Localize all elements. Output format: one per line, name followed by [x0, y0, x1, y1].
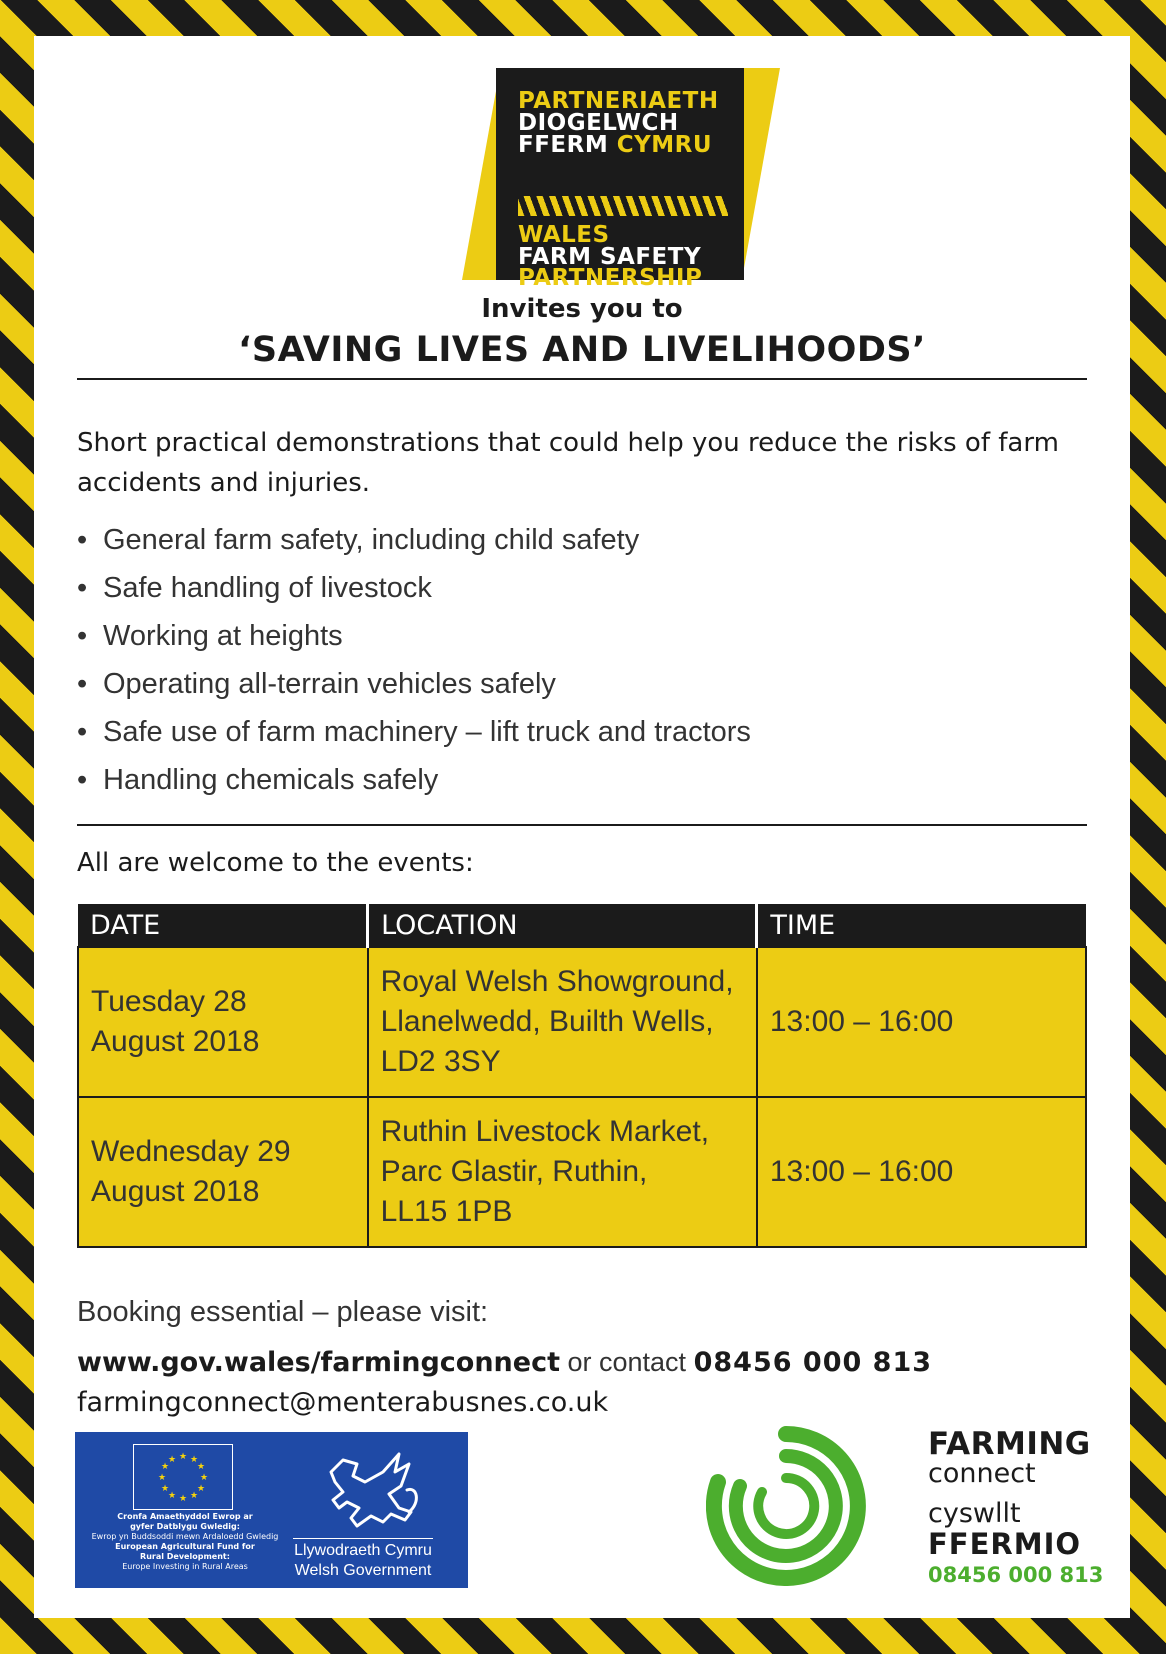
svg-text:★: ★ [199, 1473, 209, 1483]
svg-text:★: ★ [167, 1455, 177, 1465]
event-time: 13:00 – 16:00 [757, 947, 1086, 1097]
divider-top [77, 378, 1087, 380]
invites-text: Invites you to [481, 294, 683, 324]
fc-farming: FARMING [928, 1426, 1091, 1462]
location-line: Ruthin Livestock Market, [380, 1115, 710, 1148]
fc-connect: connect [928, 1458, 1036, 1489]
welsh-government-caption [293, 1538, 433, 1581]
caption-line: Ewrop yn Buddsoddi mewn Ardaloedd Gwledig [91, 1532, 279, 1541]
location-line: Parc Glastir, Ruthin, [380, 1155, 648, 1188]
location-line: Royal Welsh Showground, [380, 965, 734, 998]
date-line: Wednesday 29 [91, 1135, 291, 1168]
logo-english-line1: WALES [518, 222, 610, 248]
svg-text:★: ★ [160, 1484, 170, 1494]
table-header-row [78, 904, 1086, 947]
eu-welsh-government-logo [75, 1432, 468, 1588]
divider-middle [77, 824, 1087, 826]
event-location [368, 1097, 757, 1247]
topic-item: • Safe handling of livestock [77, 564, 751, 612]
farming-connect-swirl-icon [706, 1426, 866, 1586]
header-date: DATE [78, 904, 368, 947]
events-table [77, 904, 1087, 1248]
topic-item: • General farm safety, including child safety [77, 516, 751, 564]
svg-text:★: ★ [160, 1462, 170, 1472]
booking-intro: Booking essential – please visit: [77, 1296, 489, 1328]
event-location [368, 947, 757, 1097]
fc-phone[interactable]: 08456 000 813 [928, 1563, 1104, 1587]
location-line: LD2 3SY [380, 1045, 501, 1078]
or-contact-text: or contact [560, 1347, 694, 1377]
header-time: TIME [757, 904, 1086, 947]
table-row [78, 947, 1086, 1097]
topic-item: • Safe use of farm machinery – lift truck and tractors [77, 708, 751, 756]
intro-paragraph: Short practical demonstrations that could help you reduce the risks of farm accidents and injuries. [77, 428, 1059, 498]
caption-line: Rural Development: [140, 1552, 230, 1561]
location-line: Llanelwedd, Builth Wells, [380, 1005, 714, 1038]
phone-number[interactable]: 08456 000 813 [693, 1347, 933, 1378]
svg-text:★: ★ [178, 1452, 188, 1462]
farming-connect-wordmark [928, 1428, 1103, 1590]
welsh-dragon-icon [313, 1442, 423, 1534]
fc-ffermio: FFERMIO [928, 1527, 1082, 1561]
caption-line: Cronfa Amaethyddol Ewrop ar [117, 1512, 253, 1521]
website-link[interactable]: www.gov.wales/farmingconnect [77, 1347, 560, 1378]
date-line: Tuesday 28 [91, 985, 247, 1018]
header-location: LOCATION [368, 904, 757, 947]
caption-line: gyfer Datblygu Gwledig: [130, 1522, 240, 1531]
svg-text:★: ★ [157, 1473, 167, 1483]
logo-welsh-line3a: FFERM [518, 132, 609, 158]
caption-line: Europe Investing in Rural Areas [122, 1562, 248, 1571]
svg-text:★: ★ [189, 1491, 199, 1501]
logo-hazard-stripes [518, 196, 728, 216]
fc-cyswllt: cyswllt [928, 1498, 1021, 1529]
logo-welsh-line1: PARTNERIAETH [518, 88, 719, 114]
welcome-text: All are welcome to the events: [77, 848, 474, 878]
date-line: August 2018 [91, 1025, 260, 1058]
logo-welsh-line3 [518, 134, 712, 156]
topic-item: • Handling chemicals safely [77, 756, 751, 804]
poster-panel [34, 36, 1130, 1618]
logo-english-line2: FARM SAFETY [518, 244, 702, 270]
table-row [78, 1097, 1086, 1247]
wales-farm-safety-partnership-logo [462, 68, 780, 291]
event-time: 13:00 – 16:00 [757, 1097, 1086, 1247]
eu-flag-icon [133, 1444, 233, 1510]
contact-block [77, 1342, 932, 1423]
event-title: ‘SAVING LIVES AND LIVELIHOODS’ [238, 330, 926, 370]
gov-welsh-text: Llywodraeth Cymru [294, 1542, 432, 1559]
caption-line: European Agricultural Fund for [115, 1542, 255, 1551]
logo-welsh-line3b: CYMRU [616, 132, 713, 158]
topic-item: • Operating all-terrain vehicles safely [77, 660, 751, 708]
eafrd-caption [85, 1512, 285, 1572]
location-line: LL15 1PB [380, 1195, 513, 1228]
svg-text:★: ★ [167, 1491, 177, 1501]
topic-list [77, 516, 751, 804]
logo-welsh-line2: DIOGELWCH [518, 110, 679, 136]
svg-text:★: ★ [196, 1462, 206, 1472]
event-date [78, 947, 368, 1097]
logo-english-line3: PARTNERSHIP [518, 265, 703, 291]
svg-text:★: ★ [196, 1484, 206, 1494]
email-link[interactable]: farmingconnect@menterabusnes.co.uk [77, 1387, 609, 1418]
topic-item: • Working at heights [77, 612, 751, 660]
svg-text:★: ★ [178, 1494, 188, 1504]
svg-text:★: ★ [189, 1455, 199, 1465]
event-date [78, 1097, 368, 1247]
gov-english-text: Welsh Government [294, 1562, 432, 1579]
date-line: August 2018 [91, 1175, 260, 1208]
